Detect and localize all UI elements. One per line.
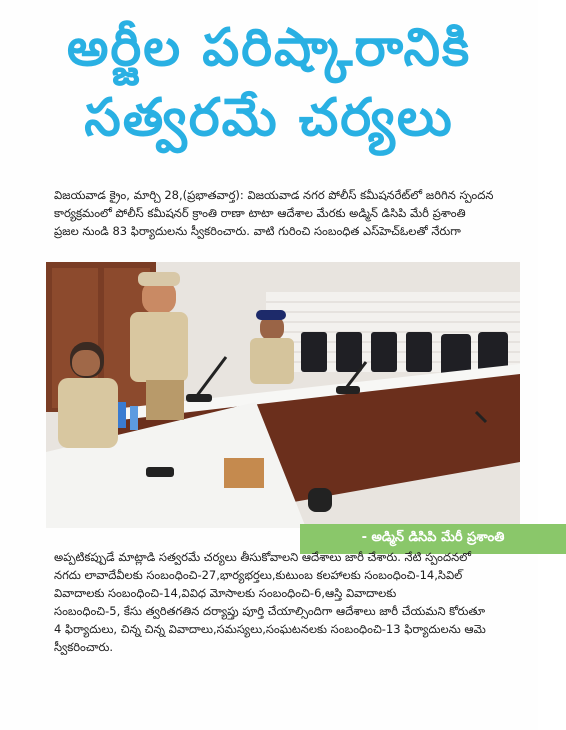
body-line: అప్పటికప్పుడే మాట్లాడి సత్వరమే చర్యలు తీసుకోవాలని ఆదేశాలు జారీ చేశారు. నేటి స్పందనలో xyxy=(54,550,471,564)
headline xyxy=(0,18,538,148)
meeting-room-photo xyxy=(46,262,520,528)
photo-caption: - అడ్మిన్ డిసిపి మేరీ ప్రశాంతి xyxy=(300,524,566,554)
intro-line: ప్రజల నుండి 83 ఫిర్యాదులను స్వీకరించారు. వాటి గురించి సంబంధిత ఎస్‌హెచ్‌ఓలతో నేరుగా xyxy=(54,224,461,238)
intro-paragraph xyxy=(54,186,520,240)
body-line: నగదు లావాదేవీలకు సంబంధించి-27,భార్యభర్తలు,కుటుంబ కలహాలకు సంబంధించి-14,సివిల్ xyxy=(54,568,463,582)
body-line: 4 ఫిర్యాదులు, చిన్న చిన్న వివాదాలు,సమస్యలు,సంఘటనలకు సంబంధించి-13 ఫిర్యాదులను ఆమె xyxy=(54,622,486,636)
body-line: స్వీకరించారు. xyxy=(54,640,114,654)
news-photo xyxy=(46,262,520,545)
headline-line-2: సత్వరమే చర్యలు xyxy=(84,88,454,148)
body-line: సంబంధించి-5, కేసు త్వరితగతిన దర్యాప్తు పూర్తి చేయాల్సిందిగా ఆదేశాలు జారీ చేయమని కోరుతూ xyxy=(54,604,486,618)
intro-line: కార్యక్రమంలో పోలీస్ కమీషనర్ క్రాంతి రాణా టాటా ఆదేశాల మేరకు అడ్మిన్ డిసిపి మేరీ ప్రశాంతి xyxy=(54,206,466,220)
body-line: వివాదాలకు సంబంధించి-14,వివిధ మోసాలకు సంబంధించి-6,ఆస్తి వివాదాలకు xyxy=(54,586,397,600)
headline-line-1: అర్జీల పరిష్కారానికి xyxy=(66,18,472,78)
body-paragraph xyxy=(54,548,520,656)
intro-line: విజయవాడ క్రైం, మార్చి 28,(ప్రభాతవార్త): విజయవాడ నగర పోలీస్ కమీషనరేట్‌లో జరిగిన స్పందన xyxy=(54,188,494,202)
